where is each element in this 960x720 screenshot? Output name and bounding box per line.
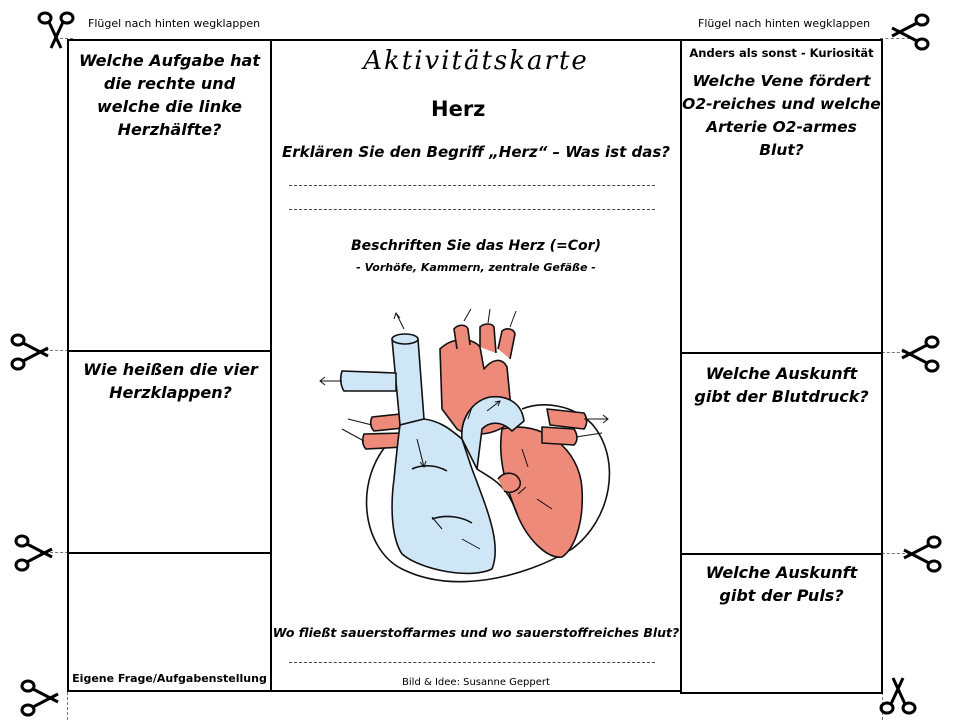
scissors-icon [876, 674, 920, 718]
question-blood-flow: Wo fließt sauerstoffarmes und wo sauerstoffreiches Blut? [272, 625, 680, 640]
aorta-branch-2 [498, 329, 515, 359]
pulmonary-vein-right-2 [547, 409, 587, 429]
question-label-heart-hint: - Vorhöfe, Kammern, zentrale Gefäße - [356, 261, 596, 274]
scissors-icon [900, 532, 944, 576]
left-card-1-question: Welche Aufgabe hat die rechte und welche die linke Herzhälfte? [79, 51, 260, 139]
scissors-icon [18, 676, 62, 720]
card-title: Aktivitätskarte [363, 46, 589, 76]
answer-line-2 [289, 209, 655, 210]
fold-note-right: Flügel nach hinten wegklappen [698, 17, 871, 30]
card-subtitle: Herz [431, 97, 486, 121]
center-card [270, 39, 682, 692]
aorta-branch-1 [480, 324, 496, 353]
pulmonary-artery-left [341, 371, 396, 391]
left-card-3-label: Eigene Frage/Aufgabenstellung [72, 672, 267, 685]
left-card-2 [67, 350, 272, 554]
right-card-1 [680, 39, 883, 354]
answer-line-1 [289, 185, 655, 186]
pulmonary-vein-right [542, 427, 577, 445]
scissors-icon [8, 330, 52, 374]
cut-line-bottom-left [67, 692, 68, 720]
scissors-icon [888, 10, 932, 54]
answer-line-3 [289, 662, 655, 663]
credit: Bild & Idee: Susanne Geppert [402, 677, 550, 688]
right-card-1-header: Anders als sonst - Kuriosität [689, 46, 874, 60]
right-card-3-question: Welche Auskunft gibt der Puls? [705, 563, 858, 605]
heart-diagram [312, 309, 622, 594]
right-card-2 [680, 352, 883, 555]
fold-note-left: Flügel nach hinten wegklappen [88, 17, 261, 30]
right-card-2-question: Welche Auskunft gibt der Blutdruck? [694, 364, 869, 406]
scissors-icon [898, 332, 942, 376]
question-define-heart: Erklären Sie den Begriff „Herz“ – Was ist das? [282, 143, 670, 161]
left-card-2-question: Wie heißen die vier Herzklappen? [83, 360, 258, 402]
scissors-icon [34, 8, 78, 52]
right-card-1-question: Welche Vene fördert O2-reiches und welche Arterie O2-armes Blut? [682, 72, 881, 159]
aorta-branch-3 [454, 325, 470, 349]
question-label-heart: Beschriften Sie das Herz (=Cor) [351, 238, 601, 254]
right-card-3 [680, 553, 883, 694]
left-card-1 [67, 39, 272, 352]
left-card-3 [67, 552, 272, 692]
scissors-icon [12, 531, 56, 575]
